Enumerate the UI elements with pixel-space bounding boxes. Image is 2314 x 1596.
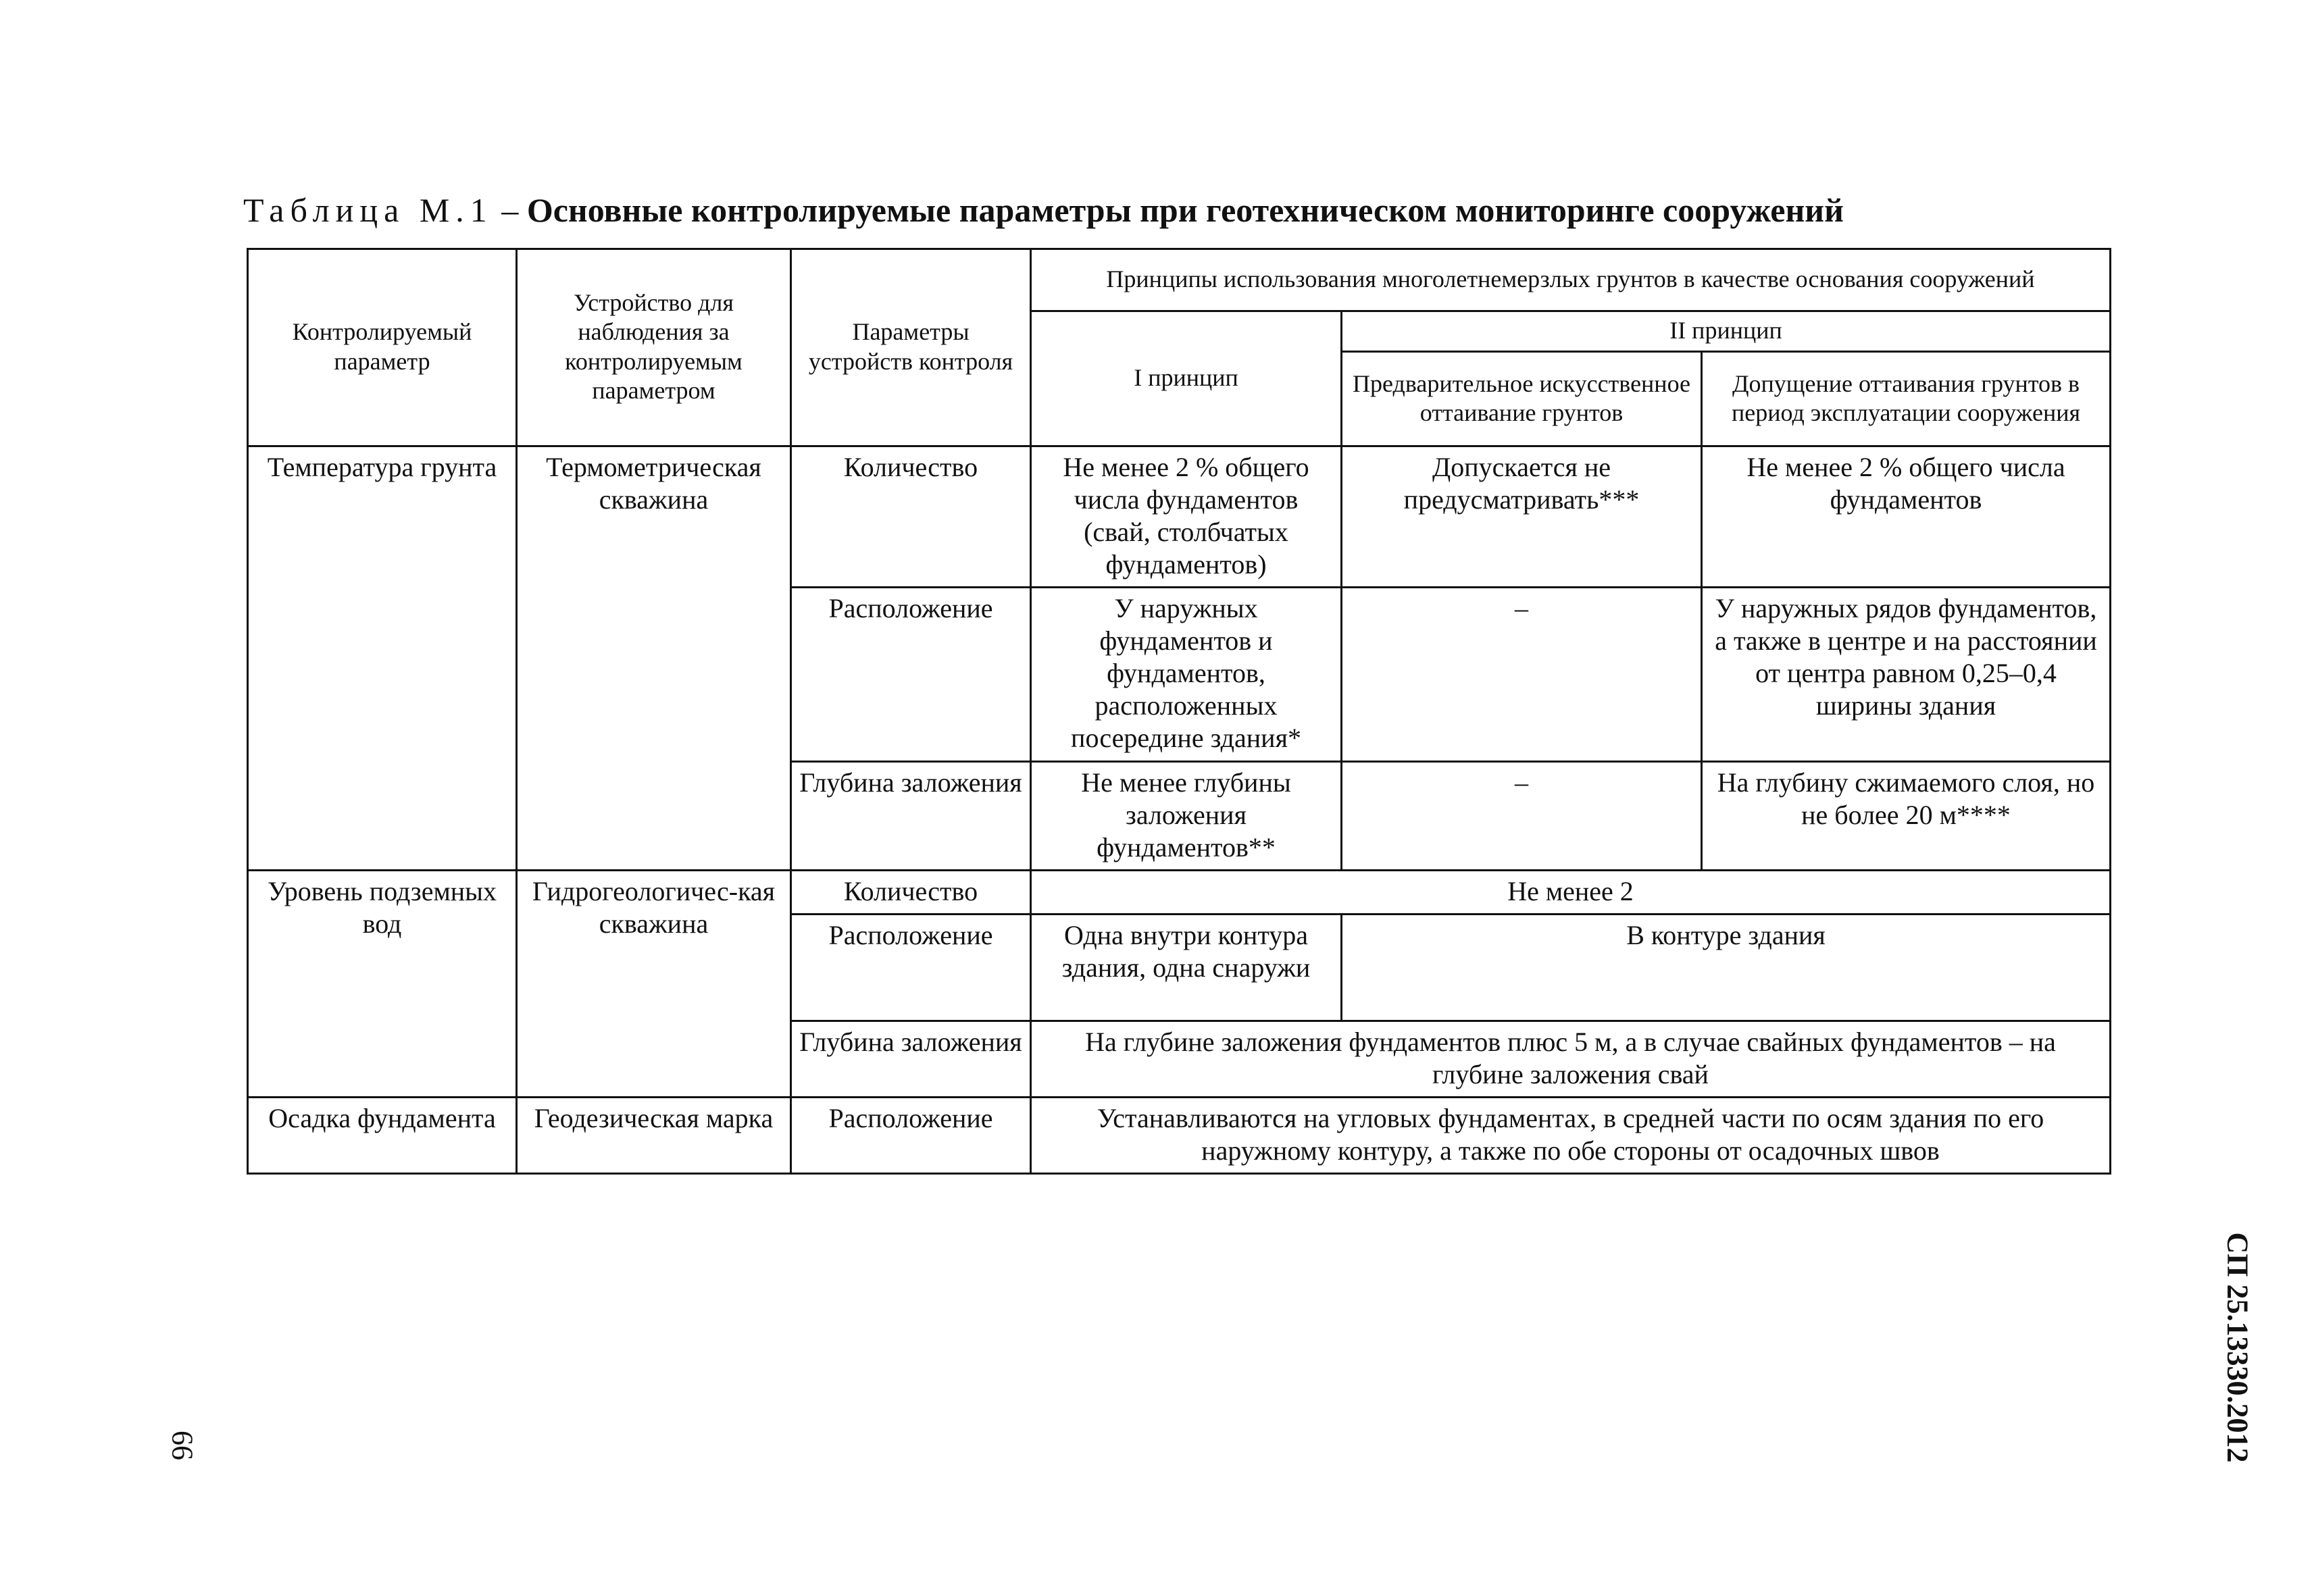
- row-temp-loc-p1: У наружных фундаментов и фундаментов, расположенных посередине здания*: [1031, 588, 1342, 762]
- row-settle-parameter: Осадка фундамента: [248, 1098, 517, 1174]
- page-number-text: 66: [166, 1431, 199, 1460]
- header-observation-device: Устройство для наблюдения за контролируемым параметром: [517, 249, 791, 446]
- table-caption: [243, 190, 1844, 230]
- header-controlled-parameter: Контролируемый параметр: [248, 249, 517, 446]
- monitoring-parameters-table: [247, 248, 2111, 1175]
- row-water-depth-all: На глубине заложения фундаментов плюс 5 м, а в случае свайных фундаментов – на глубине заложения свай: [1031, 1021, 2111, 1098]
- row-water-qty-label: Количество: [791, 871, 1031, 915]
- row-settle-loc-all: Устанавливаются на угловых фундаментах, в средней части по осям здания по его наружному контуру, а также по обе стороны от осадочных швов: [1031, 1098, 2111, 1174]
- table-caption-title: Основные контролируемые параметры при геотехническом мониторинге сооружений: [526, 191, 1844, 229]
- row-temp-qty-p1: Не менее 2 % общего числа фундаментов (свай, столбчатых фундаментов): [1031, 446, 1342, 588]
- header-principle-2b: Допущение оттаивания грунтов в период эксплуатации сооружения: [1702, 352, 2111, 446]
- row-temp-loc-label: Расположение: [791, 588, 1031, 762]
- page-number: [155, 1418, 209, 1472]
- row-water-parameter: Уровень подземных вод: [248, 871, 517, 1098]
- row-water-loc-label: Расположение: [791, 915, 1031, 1021]
- row-water-loc-p2: В контуре здания: [1342, 915, 2111, 1021]
- row-temp-depth-label: Глубина заложения: [791, 762, 1031, 871]
- header-principle-2: II принцип: [1342, 311, 2111, 352]
- row-temp-depth-p2a: –: [1342, 762, 1702, 871]
- row-temp-qty-label: Количество: [791, 446, 1031, 588]
- row-water-qty-all: Не менее 2: [1031, 871, 2111, 915]
- row-temp-loc-p2b: У наружных рядов фундаментов, а также в центре и на расстоянии от центра равном 0,25–0,4 ширины здания: [1702, 588, 2111, 762]
- document-code-text: СП 25.13330.2012: [2221, 1232, 2255, 1463]
- row-temp-device: Термометрическая скважина: [517, 446, 791, 871]
- row-settle-loc-label: Расположение: [791, 1098, 1031, 1174]
- row-water-depth-label: Глубина заложения: [791, 1021, 1031, 1098]
- row-temp-loc-p2a: –: [1342, 588, 1702, 762]
- row-water-device: Гидрогеологичес-кая скважина: [517, 871, 791, 1098]
- table-caption-dash: –: [493, 191, 527, 229]
- header-principles: Принципы использования многолетнемерзлых грунтов в качестве основания сооружений: [1031, 249, 2111, 311]
- document-code: [2204, 1232, 2271, 1463]
- header-device-parameters: Параметры устройств контроля: [791, 249, 1031, 446]
- row-temp-depth-p1: Не менее глубины заложения фундаментов**: [1031, 762, 1342, 871]
- row-temp-depth-p2b: На глубину сжимаемого слоя, но не более 20 м****: [1702, 762, 2111, 871]
- header-principle-1: I принцип: [1031, 311, 1342, 446]
- row-temp-qty-p2b: Не менее 2 % общего числа фундаментов: [1702, 446, 2111, 588]
- header-principle-2a: Предварительное искусственное оттаивание грунтов: [1342, 352, 1702, 446]
- row-temp-parameter: Температура грунта: [248, 446, 517, 871]
- row-water-loc-p1: Одна внутри контура здания, одна снаружи: [1031, 915, 1342, 1021]
- row-temp-qty-p2a: Допускается не предусматривать***: [1342, 446, 1702, 588]
- row-settle-device: Геодезическая марка: [517, 1098, 791, 1174]
- table-caption-label: Таблица М.1: [243, 191, 493, 229]
